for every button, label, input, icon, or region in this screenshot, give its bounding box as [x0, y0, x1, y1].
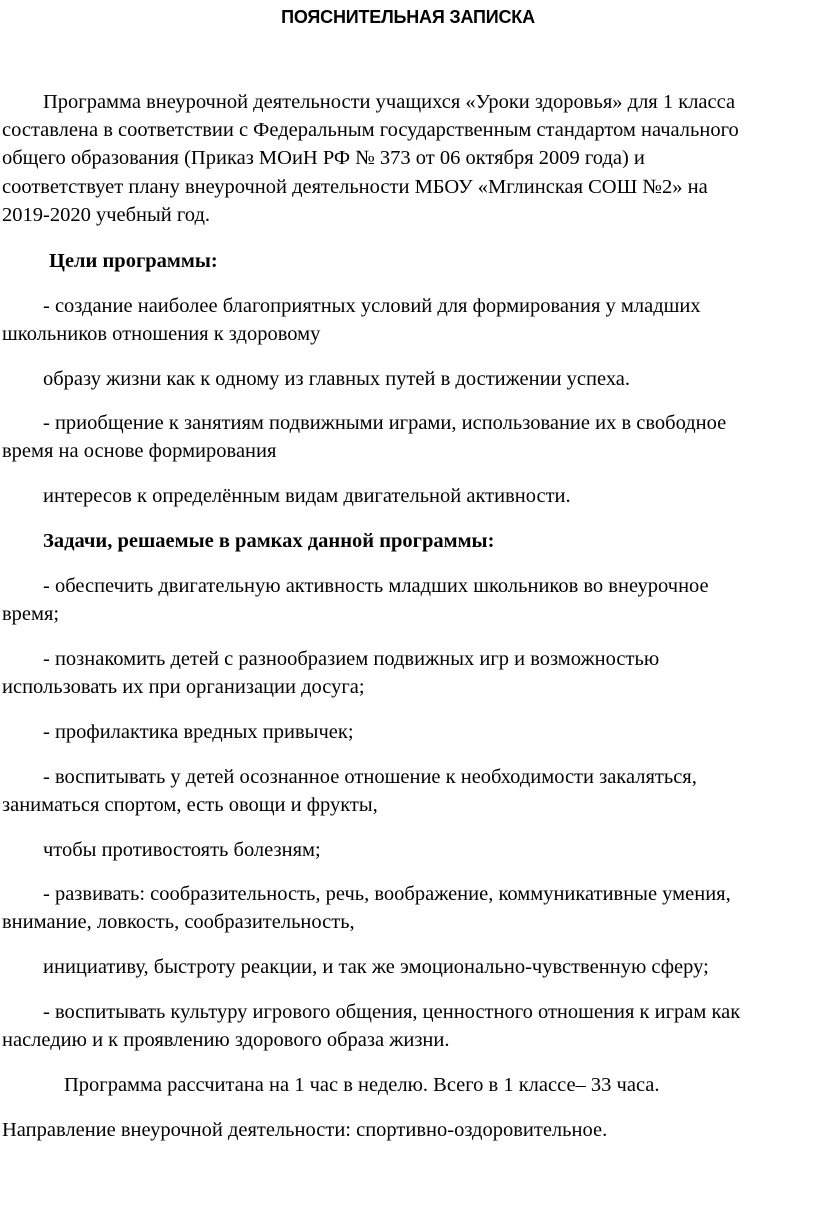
- intro-line: Программа внеурочной деятельности учащихся «Уроки здоровья» для 1 класса: [43, 91, 736, 113]
- task-line: инициативу, быстроту реакции, и так же эмоционально-чувственную сферу;: [43, 956, 709, 978]
- task-line: - профилактика вредных привычек;: [43, 721, 354, 743]
- task-line: чтобы противостоять болезням;: [43, 839, 321, 861]
- intro-line: общего образования (Приказ МОиН РФ № 373 от 06 октября 2009 года) и: [2, 147, 645, 169]
- goal-line: образу жизни как к одному из главных путей в достижении успеха.: [43, 368, 631, 390]
- direction-line: Направление внеурочной деятельности: спортивно-оздоровительное.: [2, 1119, 608, 1141]
- goal-line: время на основе формирования: [2, 440, 277, 462]
- intro-line: составлена в соответствии с Федеральным государственным стандартом начального: [2, 119, 739, 141]
- task-line: - познакомить детей с разнообразием подвижных игр и возможностью: [43, 648, 660, 670]
- intro-line: 2019-2020 учебный год.: [2, 204, 210, 226]
- task-line: - воспитывать культуру игрового общения, ценностного отношения к играм как: [43, 1001, 741, 1023]
- task-line: - развивать: сообразительность, речь, воображение, коммуникативные умения,: [43, 883, 731, 905]
- document-title: ПОЯСНИТЕЛЬНАЯ ЗАПИСКА: [281, 7, 535, 27]
- goal-line: интересов к определённым видам двигательной активности.: [43, 485, 571, 507]
- hours-line: Программа рассчитана на 1 час в неделю. Всего в 1 классе– 33 часа.: [64, 1074, 660, 1096]
- goals-heading: Цели программы:: [49, 250, 218, 272]
- task-line: время;: [2, 603, 60, 625]
- task-line: - воспитывать у детей осознанное отношение к необходимости закаляться,: [43, 766, 697, 788]
- task-line: использовать их при организации досуга;: [2, 676, 365, 698]
- task-line: - обеспечить двигательную активность младших школьников во внеурочное: [43, 575, 709, 597]
- goal-line: - приобщение к занятиям подвижными играми, использование их в свободное: [43, 412, 727, 434]
- intro-line: соответствует плану внеурочной деятельности МБОУ «Мглинская СОШ №2» на: [2, 176, 708, 198]
- tasks-heading: Задачи, решаемые в рамках данной программы:: [43, 530, 495, 552]
- goal-line: школьников отношения к здоровому: [2, 323, 321, 345]
- task-line: наследию и к проявлению здорового образа жизни.: [2, 1029, 450, 1051]
- task-line: внимание, ловкость, сообразительность,: [2, 911, 355, 933]
- goal-line: - создание наиболее благоприятных условий для формирования у младших: [43, 295, 701, 317]
- task-line: заниматься спортом, есть овощи и фрукты,: [2, 794, 378, 816]
